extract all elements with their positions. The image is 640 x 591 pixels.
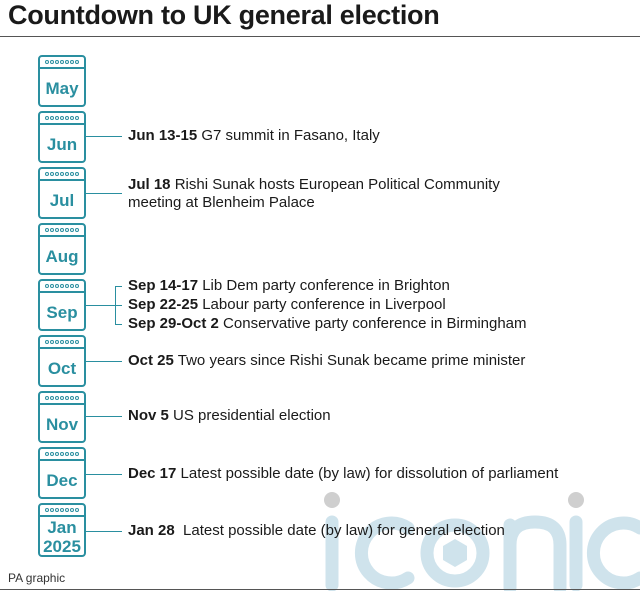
event-item [128,352,628,370]
event-item [128,465,628,483]
event-text: Latest possible date (by law) for general election [178,522,505,539]
footer-divider [0,589,640,590]
month-label: Dec [46,470,78,490]
page-title: Countdown to UK general election [8,0,440,30]
event-text: Two years since Rishi Sunak became prime minister [177,352,526,369]
event-item [128,176,538,212]
event-date: Sep 29-Oct 2 [128,315,219,332]
event-date: Jul 18 [128,176,171,193]
event-text: Rishi Sunak hosts European Political Community meeting at Blenheim Palace [128,176,500,211]
event-text: Lib Dem party conference in Brighton [202,277,450,294]
event-text: Conservative party conference in Birmingham [223,315,527,332]
event-item [128,127,628,145]
event-date: Jan 28 [128,522,175,539]
credit-label: PA graphic [8,571,66,585]
month-label: Jul [49,190,75,210]
event-item [128,522,628,540]
event-text: Labour party conference in Liverpool [202,296,446,313]
month-label: Aug [45,246,79,266]
event-text: Latest possible date (by law) for dissolution of parliament [180,465,559,482]
event-item [128,315,628,333]
event-date: Jun 13-15 [128,127,198,144]
event-date: Sep 14-17 [128,277,199,294]
month-label: Sep [46,302,78,322]
month-label: Oct [47,358,77,378]
event-date: Nov 5 [128,407,169,424]
event-text: US presidential election [173,407,331,424]
event-date: Dec 17 [128,465,177,482]
event-item [128,296,628,314]
month-label: Jan 2025 [43,518,81,556]
event-text: G7 summit in Fasano, Italy [201,127,380,144]
event-item [128,407,628,425]
month-label: Jun [46,134,78,154]
month-label: Nov [45,414,79,434]
event-date: Sep 22-25 [128,296,199,313]
event-item [128,277,628,295]
month-label: May [45,78,79,98]
event-date: Oct 25 [128,352,174,369]
